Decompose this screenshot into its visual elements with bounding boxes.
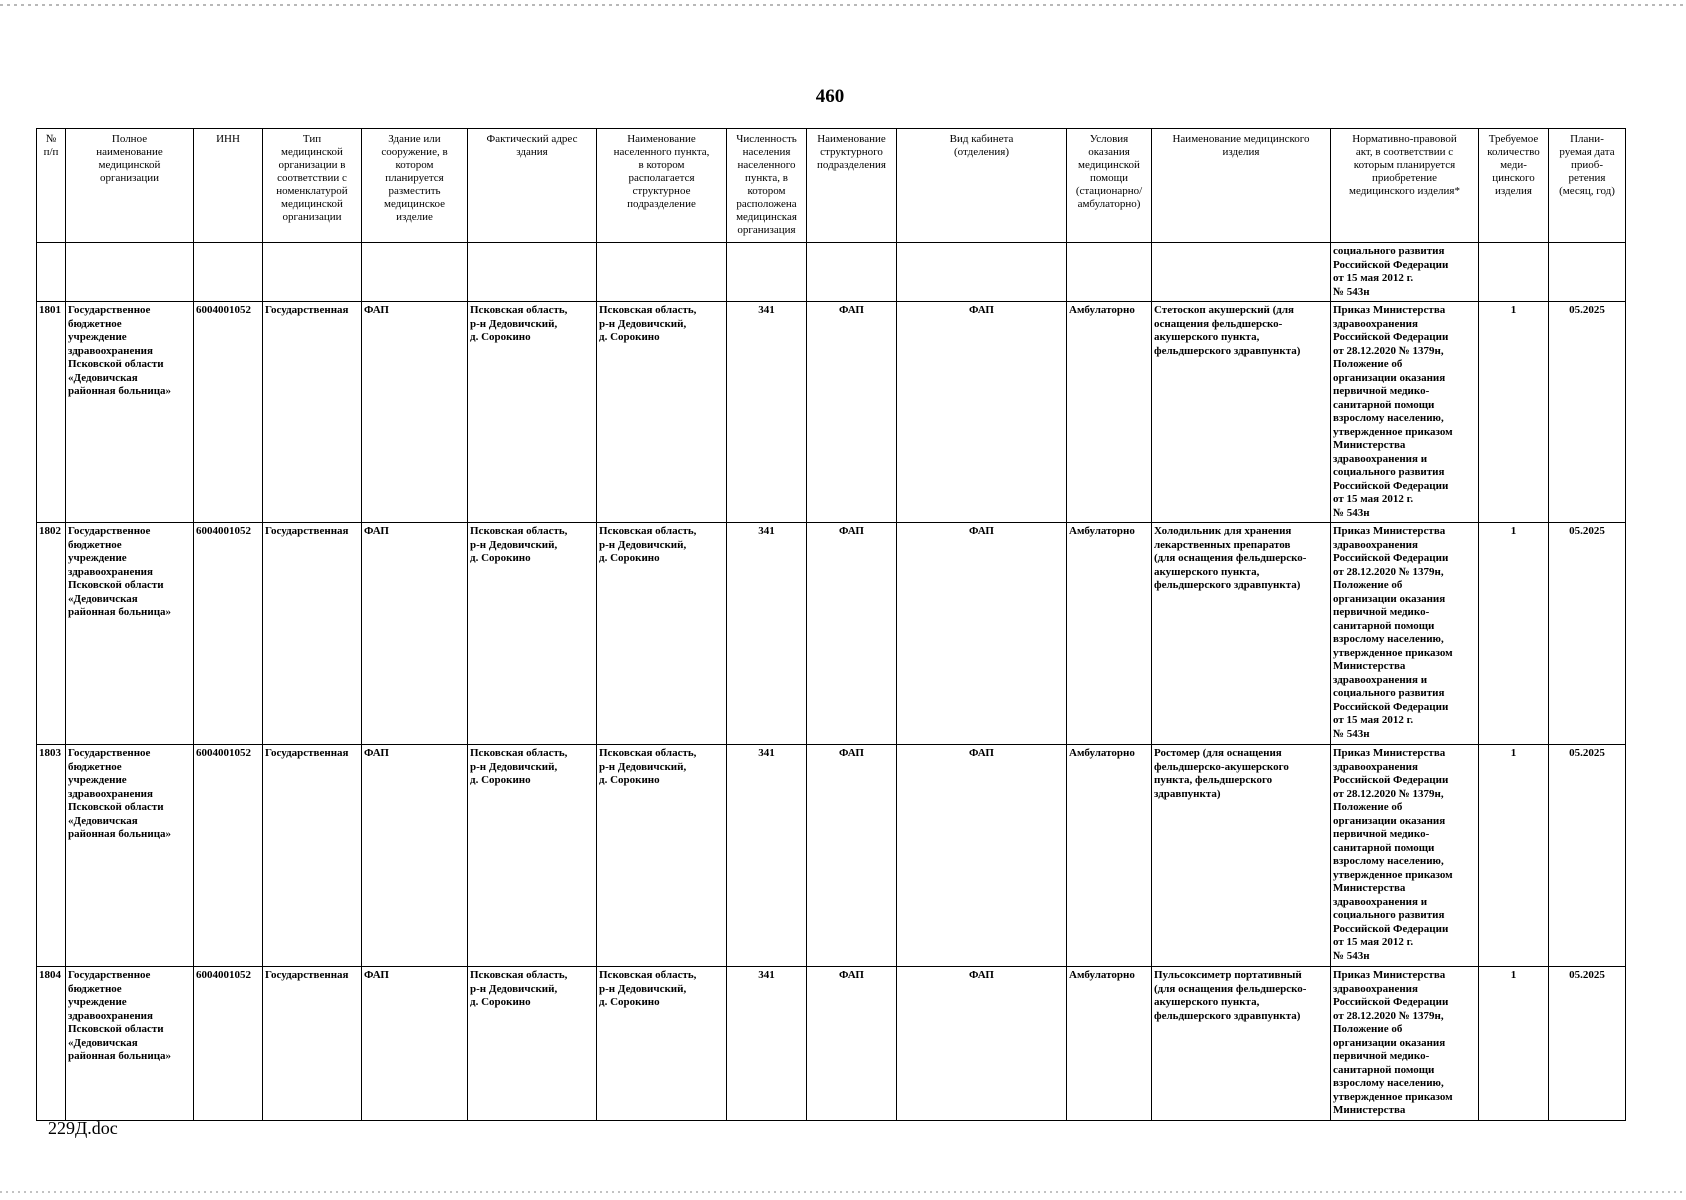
device-cell: Холодильник для хранения лекарственных препаратов (для оснащения фельдшерско- акушерского пункта, фельдшерского здравпункта): [1152, 523, 1331, 745]
inn-cell: 6004001052: [194, 302, 263, 523]
quantity-cell: 1: [1479, 745, 1549, 967]
header-cell: Полное наименование медицинской организации: [66, 129, 194, 243]
org-type-cell: Государственная: [263, 967, 362, 1121]
conditions-cell: Амбулаторно: [1067, 967, 1152, 1121]
population-cell: 341: [727, 302, 807, 523]
device-cell: Стетоскоп акушерский (для оснащения фельдшерско- акушерского пункта, фельдшерского здравпункта): [1152, 302, 1331, 523]
header-cell: Вид кабинета (отделения): [897, 129, 1067, 243]
row-number: 1801: [37, 302, 66, 523]
header-row: [37, 129, 1626, 243]
quantity-cell: 1: [1479, 523, 1549, 745]
scan-edge-bottom: [0, 1191, 1686, 1193]
legal-act-cell: Приказ Министерства здравоохранения Российской Федерации от 28.12.2020 № 1379н, Положение об организации оказания первичной медико- санитарной помощи взрослому населению, утвержденное приказом Министерства: [1331, 967, 1479, 1121]
unit-cell: ФАП: [807, 302, 897, 523]
address-cell: Псковская область, р-н Дедовичский, д. Сорокино: [468, 523, 597, 745]
continuation-row: [37, 243, 1626, 302]
table-cell: [1549, 243, 1626, 302]
table-cell: [194, 243, 263, 302]
table-cell: [468, 243, 597, 302]
page-number: 460: [815, 86, 845, 107]
building-cell: ФАП: [362, 745, 468, 967]
building-cell: ФАП: [362, 523, 468, 745]
table-cell: [66, 243, 194, 302]
header-cell: Здание или сооружение, в котором планируется разместить медицинское изделие: [362, 129, 468, 243]
settlement-cell: Псковская область, р-н Дедовичский, д. Сорокино: [597, 967, 727, 1121]
org-type-cell: Государственная: [263, 523, 362, 745]
inn-cell: 6004001052: [194, 523, 263, 745]
conditions-cell: Амбулаторно: [1067, 745, 1152, 967]
procurement-table: [36, 128, 1626, 1121]
cabinet-cell: ФАП: [897, 745, 1067, 967]
conditions-cell: Амбулаторно: [1067, 523, 1152, 745]
table-cell: [362, 243, 468, 302]
header-cell: Условия оказания медицинской помощи (стационарно/ амбулаторно): [1067, 129, 1152, 243]
header-cell: Требуемое количество меди- цинского изделия: [1479, 129, 1549, 243]
header-cell: Наименование структурного подразделения: [807, 129, 897, 243]
row-number: 1803: [37, 745, 66, 967]
table-cell: [263, 243, 362, 302]
row-number: 1802: [37, 523, 66, 745]
unit-cell: ФАП: [807, 523, 897, 745]
quantity-cell: 1: [1479, 967, 1549, 1121]
header-cell: ИНН: [194, 129, 263, 243]
population-cell: 341: [727, 523, 807, 745]
building-cell: ФАП: [362, 967, 468, 1121]
table-cell: [897, 243, 1067, 302]
date-cell: 05.2025: [1549, 967, 1626, 1121]
date-cell: 05.2025: [1549, 523, 1626, 745]
table-cell: [597, 243, 727, 302]
scan-edge-top: [0, 4, 1686, 6]
settlement-cell: Псковская область, р-н Дедовичский, д. Сорокино: [597, 302, 727, 523]
header-cell: Тип медицинской организации в соответствии с номенклатурой медицинской организации: [263, 129, 362, 243]
legal-act-cell: Приказ Министерства здравоохранения Российской Федерации от 28.12.2020 № 1379н, Положение об организации оказания первичной медико- санитарной помощи взрослому населению, утвержденное приказом Министерства здравоохранения и социального развития Российской Федерации от 15 мая 2012 г. № 543н: [1331, 302, 1479, 523]
table-cell: [37, 243, 66, 302]
table-cell: [807, 243, 897, 302]
inn-cell: 6004001052: [194, 745, 263, 967]
cabinet-cell: ФАП: [897, 523, 1067, 745]
legal-act-cell: Приказ Министерства здравоохранения Российской Федерации от 28.12.2020 № 1379н, Положение об организации оказания первичной медико- санитарной помощи взрослому населению, утвержденное приказом Министерства здравоохранения и социального развития Российской Федерации от 15 мая 2012 г. № 543н: [1331, 745, 1479, 967]
organization-name: Государственное бюджетное учреждение здравоохранения Псковской области «Дедовичская районная больница»: [66, 745, 194, 967]
org-type-cell: Государственная: [263, 302, 362, 523]
continuation-legal-act: социального развития Российской Федерации от 15 мая 2012 г. № 543н: [1331, 243, 1479, 302]
quantity-cell: 1: [1479, 302, 1549, 523]
table-row: [37, 745, 1626, 967]
table-cell: [727, 243, 807, 302]
header-cell: № п/п: [37, 129, 66, 243]
unit-cell: ФАП: [807, 745, 897, 967]
population-cell: 341: [727, 967, 807, 1121]
header-cell: Численность населения населенного пункта, в котором расположена медицинская организация: [727, 129, 807, 243]
table-cell: [1152, 243, 1331, 302]
row-number: 1804: [37, 967, 66, 1121]
inn-cell: 6004001052: [194, 967, 263, 1121]
organization-name: Государственное бюджетное учреждение здравоохранения Псковской области «Дедовичская районная больница»: [66, 967, 194, 1121]
header-cell: Плани- руемая дата приоб- ретения (месяц, год): [1549, 129, 1626, 243]
settlement-cell: Псковская область, р-н Дедовичский, д. Сорокино: [597, 745, 727, 967]
settlement-cell: Псковская область, р-н Дедовичский, д. Сорокино: [597, 523, 727, 745]
address-cell: Псковская область, р-н Дедовичский, д. Сорокино: [468, 745, 597, 967]
header-cell: Нормативно-правовой акт, в соответствии с которым планируется приобретение медицинского изделия*: [1331, 129, 1479, 243]
cabinet-cell: ФАП: [897, 967, 1067, 1121]
cabinet-cell: ФАП: [897, 302, 1067, 523]
table-row: [37, 302, 1626, 523]
organization-name: Государственное бюджетное учреждение здравоохранения Псковской области «Дедовичская районная больница»: [66, 523, 194, 745]
table-row: [37, 523, 1626, 745]
address-cell: Псковская область, р-н Дедовичский, д. Сорокино: [468, 302, 597, 523]
org-type-cell: Государственная: [263, 745, 362, 967]
table-cell: [1067, 243, 1152, 302]
device-cell: Ростомер (для оснащения фельдшерско-акушерского пункта, фельдшерского здравпункта): [1152, 745, 1331, 967]
date-cell: 05.2025: [1549, 745, 1626, 967]
date-cell: 05.2025: [1549, 302, 1626, 523]
population-cell: 341: [727, 745, 807, 967]
legal-act-cell: Приказ Министерства здравоохранения Российской Федерации от 28.12.2020 № 1379н, Положение об организации оказания первичной медико- санитарной помощи взрослому населению, утвержденное приказом Министерства здравоохранения и социального развития Российской Федерации от 15 мая 2012 г. № 543н: [1331, 523, 1479, 745]
device-cell: Пульсоксиметр портативный (для оснащения фельдшерско- акушерского пункта, фельдшерского здравпункта): [1152, 967, 1331, 1121]
conditions-cell: Амбулаторно: [1067, 302, 1152, 523]
header-cell: Наименование населенного пункта, в котором располагается структурное подразделение: [597, 129, 727, 243]
header-cell: Фактический адрес здания: [468, 129, 597, 243]
address-cell: Псковская область, р-н Дедовичский, д. Сорокино: [468, 967, 597, 1121]
table-row: [37, 967, 1626, 1121]
unit-cell: ФАП: [807, 967, 897, 1121]
building-cell: ФАП: [362, 302, 468, 523]
footer-filename: 229Д.doc: [48, 1118, 118, 1138]
header-cell: Наименование медицинского изделия: [1152, 129, 1331, 243]
organization-name: Государственное бюджетное учреждение здравоохранения Псковской области «Дедовичская районная больница»: [66, 302, 194, 523]
table-cell: [1479, 243, 1549, 302]
